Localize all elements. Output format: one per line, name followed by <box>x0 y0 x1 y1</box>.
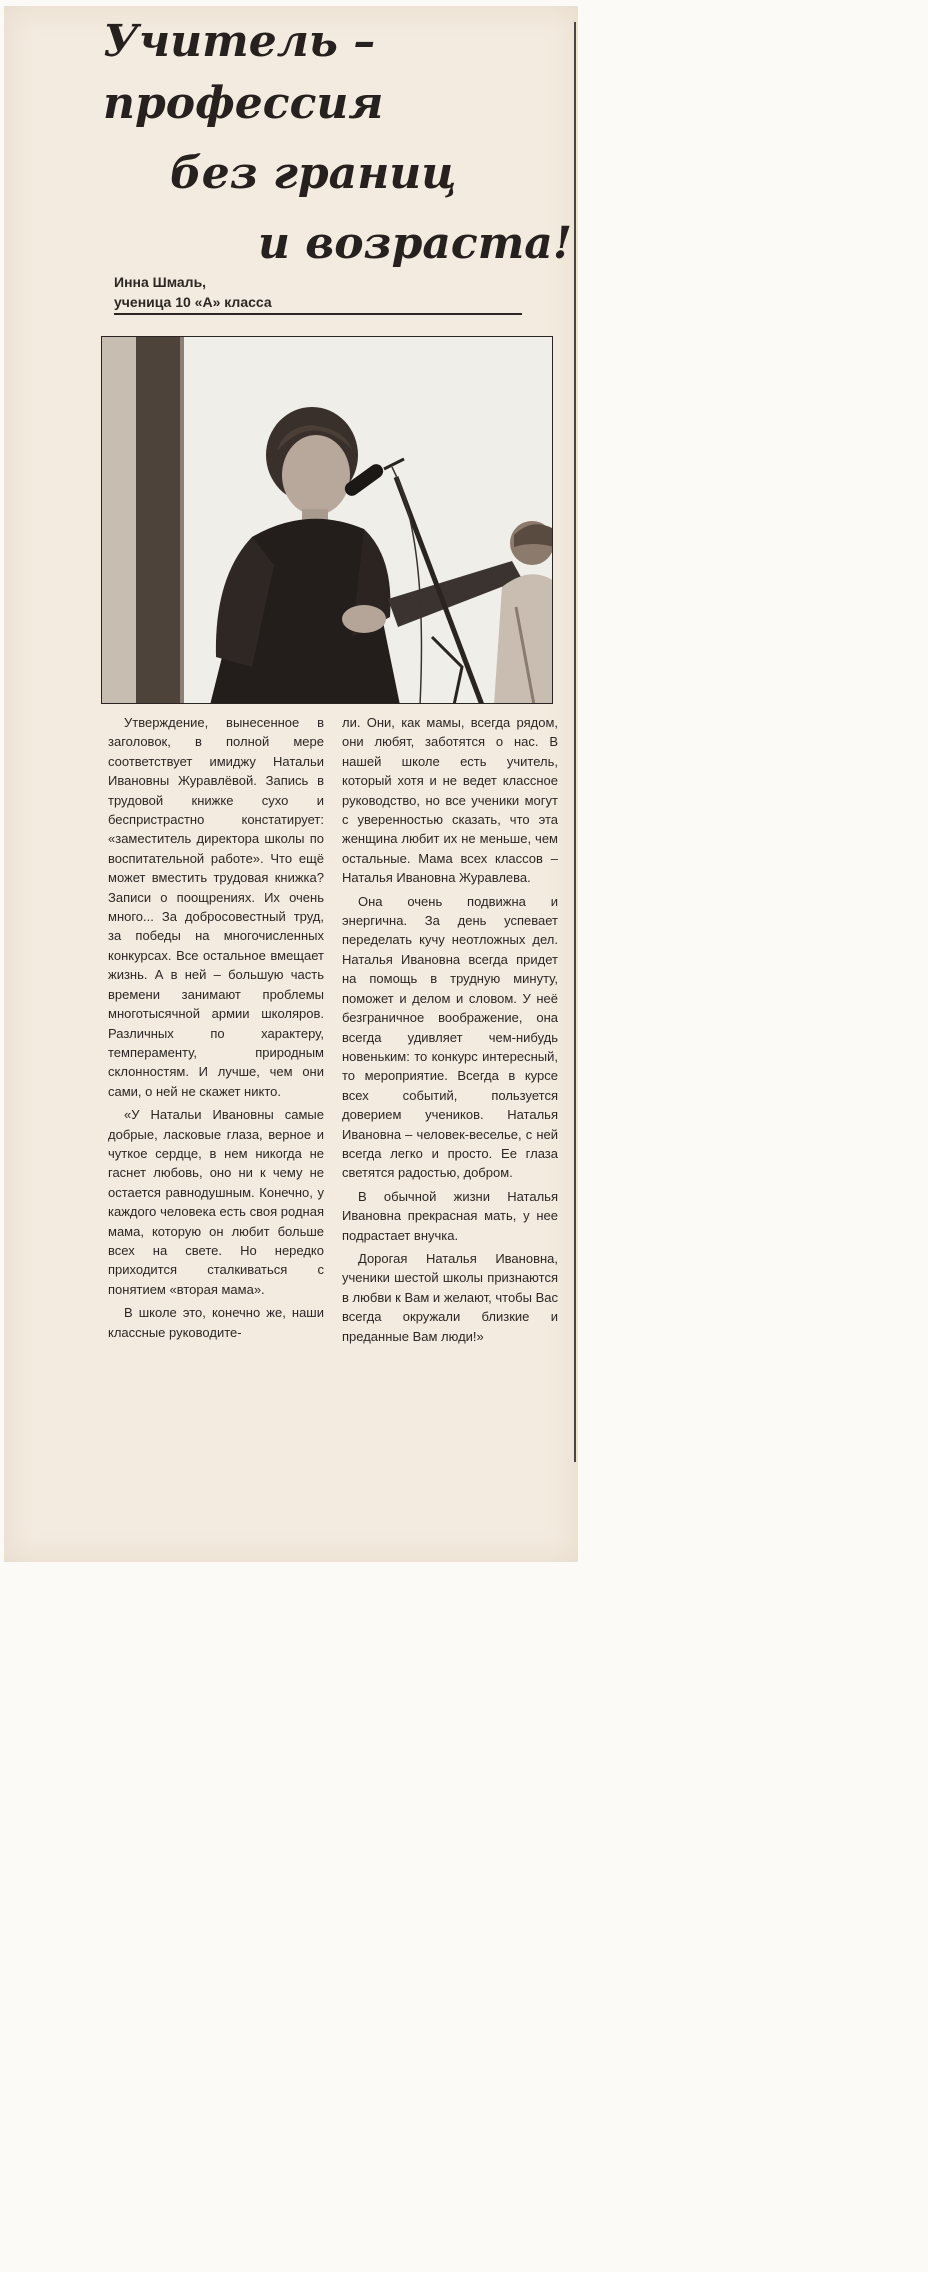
headline-line-1: Учитель – <box>103 16 376 67</box>
headline-line-3: без границ <box>170 148 457 199</box>
author-name: Инна Шмаль, <box>114 274 207 290</box>
paragraph: «У Натальи Ивановны самые добрые, ласковые глаза, верное и чуткое сердце, в нем никогда не гаснет любовь, оно ни к чему не остается равнодушным. Конечно, у каждого человека есть своя родная мама, которую он любит больше всех на свете. Но нередко приходится сталкиваться с понятием «вторая мама». <box>108 1107 324 1297</box>
teacher-at-microphone-photo <box>102 337 553 704</box>
author-role: ученица 10 «А» класса <box>114 294 272 310</box>
headline-rule <box>114 313 522 315</box>
headline-line-4: и возраста! <box>258 218 573 269</box>
headline-line-2: профессия <box>103 78 384 129</box>
article-column-2 <box>342 713 558 1350</box>
paragraph: Утверждение, вынесенное в заголовок, в полной мере соответствует имиджу Натальи Ивановны Журавлёвой. Запись в трудовой книжке сухо и беспристрастно констатирует: «заместитель директора школы по воспитательной работе». Что ещё может вместить трудовая книжка? Записи о поощрениях. Их очень много... За добросовестный труд, за победы на многочисленных конкурсах. Все остальное вмещает жизнь. А в ней – большую часть времени занимают проблемы многотысячной армии школяров. Различных по характеру, темпераменту, природным склонностям. И лучше, чем они сами, о ней не скажет никто. <box>108 715 324 1099</box>
paragraph-continued: ли. Они, как мамы, всегда рядом, они любят, заботятся о нас. В нашей школе есть учитель, который хотя и не ведет классное руководство, но все ученики могут с уверенностью сказать, что эта женщина любит их не меньше, чем остальные. Мама всех классов – Наталья Ивановна Журавлева. <box>342 715 558 886</box>
paragraph: В школе это, конечно же, наши классные руководите- <box>108 1305 324 1340</box>
paragraph: В обычной жизни Наталья Ивановна прекрасная мать, у нее подрастает внучка. <box>342 1188 558 1243</box>
clipping-edge-divider <box>574 22 576 1462</box>
paragraph: Дорогая Наталья Ивановна, ученики шестой школы признаются в любви к Вам и желают, чтобы Вас всегда окружали близкие и преданные Вам люди!» <box>342 1250 558 1344</box>
paragraph: Она очень подвижна и энергична. За день успевает переделать кучу неотложных дел. Наталья Ивановна всегда придет на помощь в трудную минуту, поможет и делом и словом. У неё безграничное воображение, она всегда удивляет чем-нибудь новеньким: то конкурс интересный, то мероприятие. Всегда в курсе всех событий, пользуется доверием учеников. Наталья Ивановна – человек-веселье, с ней всегда легко и просто. Ее глаза светятся радостью, добром. <box>342 893 558 1181</box>
article-photo <box>101 336 553 704</box>
byline <box>114 272 272 312</box>
article-column-1 <box>108 713 324 1346</box>
